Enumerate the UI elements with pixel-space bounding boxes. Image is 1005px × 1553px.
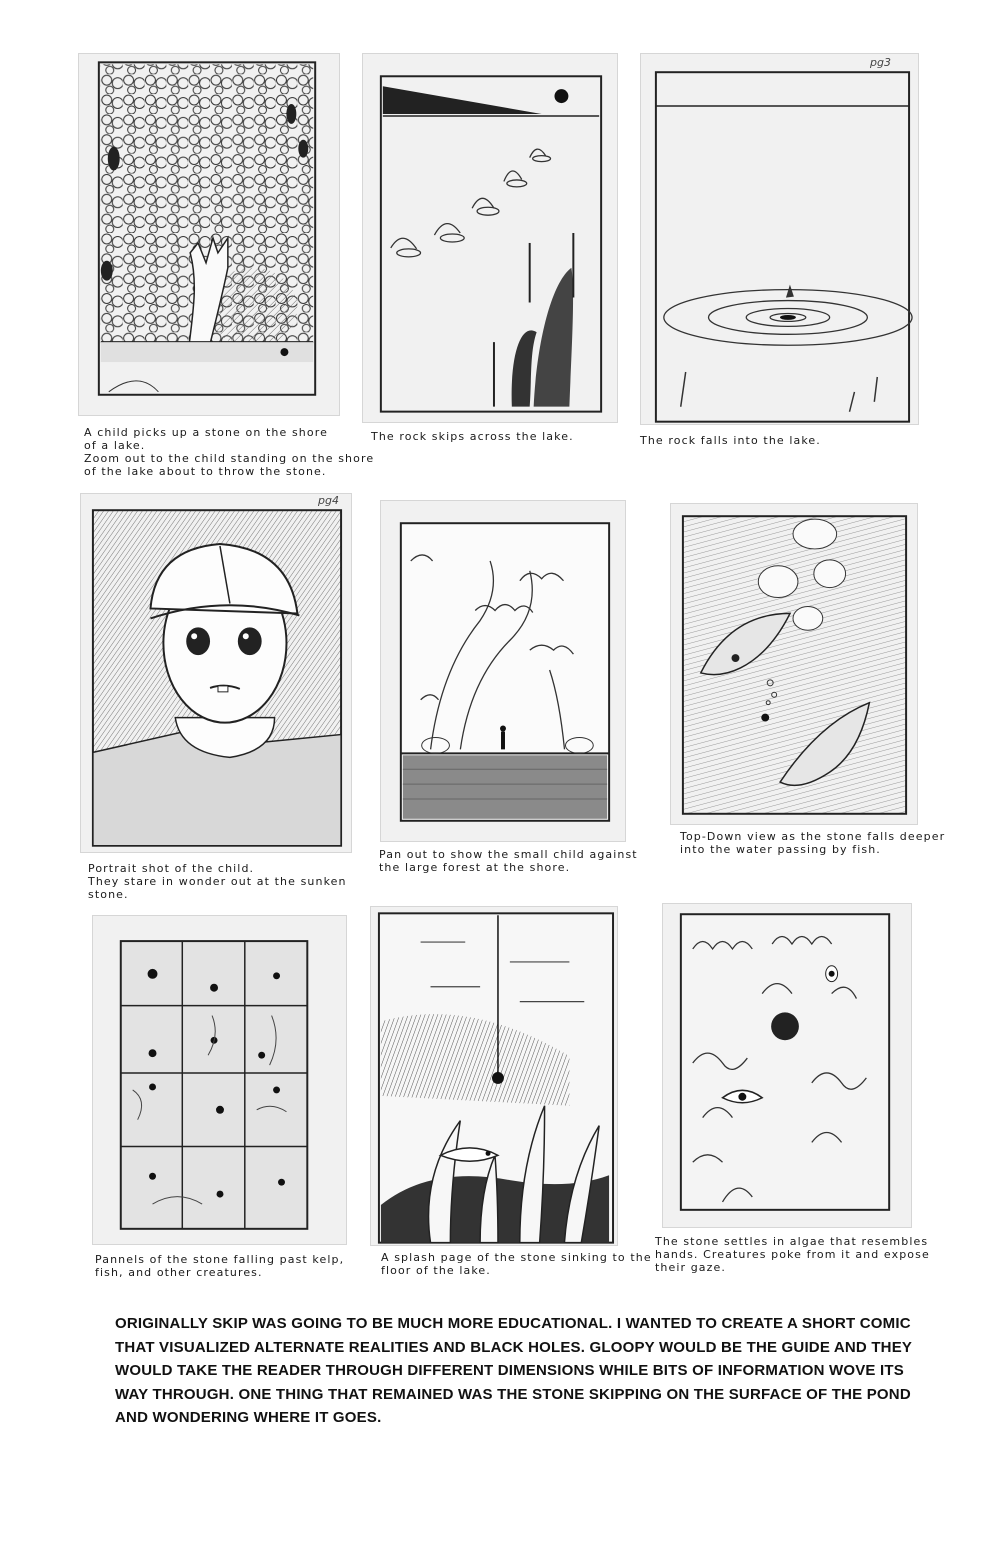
ripple-sketch bbox=[641, 54, 918, 424]
splash-sinking-sketch bbox=[371, 907, 617, 1245]
falling-stone-grid-sketch bbox=[93, 916, 346, 1244]
forest-shore-sketch bbox=[381, 501, 625, 841]
caption-panel-2: The rock skips across the lake. bbox=[371, 430, 574, 443]
caption-panel-3: The rock falls into the lake. bbox=[640, 434, 821, 447]
fish-topdown-sketch bbox=[671, 504, 917, 824]
algae-hands-sketch bbox=[663, 904, 911, 1227]
panel-9-sketch bbox=[662, 903, 912, 1228]
child-portrait-sketch bbox=[81, 494, 351, 852]
panel-2-sketch bbox=[362, 53, 618, 423]
author-note: ORIGINALLY SKIP WAS GOING TO BE MUCH MORE EDUCATIONAL. I WANTED TO CREATE A SHORT COMIC THAT VISUALIZED ALTERNATE REALITIES AND BLACK HOLES. GLOOPY WOULD BE THE GUIDE AND THEY WOULD TAKE THE READER THROUGH DIFFERENT DIMENSIONS WHILE BITS OF INFORMATION WOVE ITS WAY THROUGH. ONE THING THAT REMAINED WAS THE STONE SKIPPING ON THE SURFACE OF THE POND AND WONDERING WHERE IT GOES. bbox=[115, 1315, 912, 1426]
panel-6-sketch bbox=[670, 503, 918, 825]
rock-skip-sketch bbox=[363, 54, 617, 422]
caption-panel-4: Portrait shot of the child. They stare in wonder out at the sunken stone. bbox=[88, 862, 347, 901]
panel-3-sketch bbox=[640, 53, 919, 425]
caption-panel-9: The stone settles in algae that resembles hands. Creatures poke from it and expose their gaze. bbox=[655, 1235, 930, 1274]
page-marker-3: pg3 bbox=[870, 56, 891, 69]
page-marker-4: pg4 bbox=[318, 494, 339, 507]
caption-panel-1: A child picks up a stone on the shore of a lake. Zoom out to the child standing on the shore of the lake about to throw the stone. bbox=[84, 426, 375, 478]
panel-8-sketch bbox=[370, 906, 618, 1246]
caption-panel-8: A splash page of the stone sinking to the floor of the lake. bbox=[381, 1251, 652, 1277]
panel-5-sketch bbox=[380, 500, 626, 842]
panel-4-sketch bbox=[80, 493, 352, 853]
caption-panel-7: Pannels of the stone falling past kelp, fish, and other creatures. bbox=[95, 1253, 345, 1279]
caption-panel-5: Pan out to show the small child against the large forest at the shore. bbox=[379, 848, 638, 874]
panel-1-sketch bbox=[78, 53, 340, 416]
panel-7-sketch bbox=[92, 915, 347, 1245]
caption-panel-6: Top-Down view as the stone falls deeper into the water passing by fish. bbox=[680, 830, 946, 856]
pebbles-hand-sketch bbox=[79, 54, 339, 415]
